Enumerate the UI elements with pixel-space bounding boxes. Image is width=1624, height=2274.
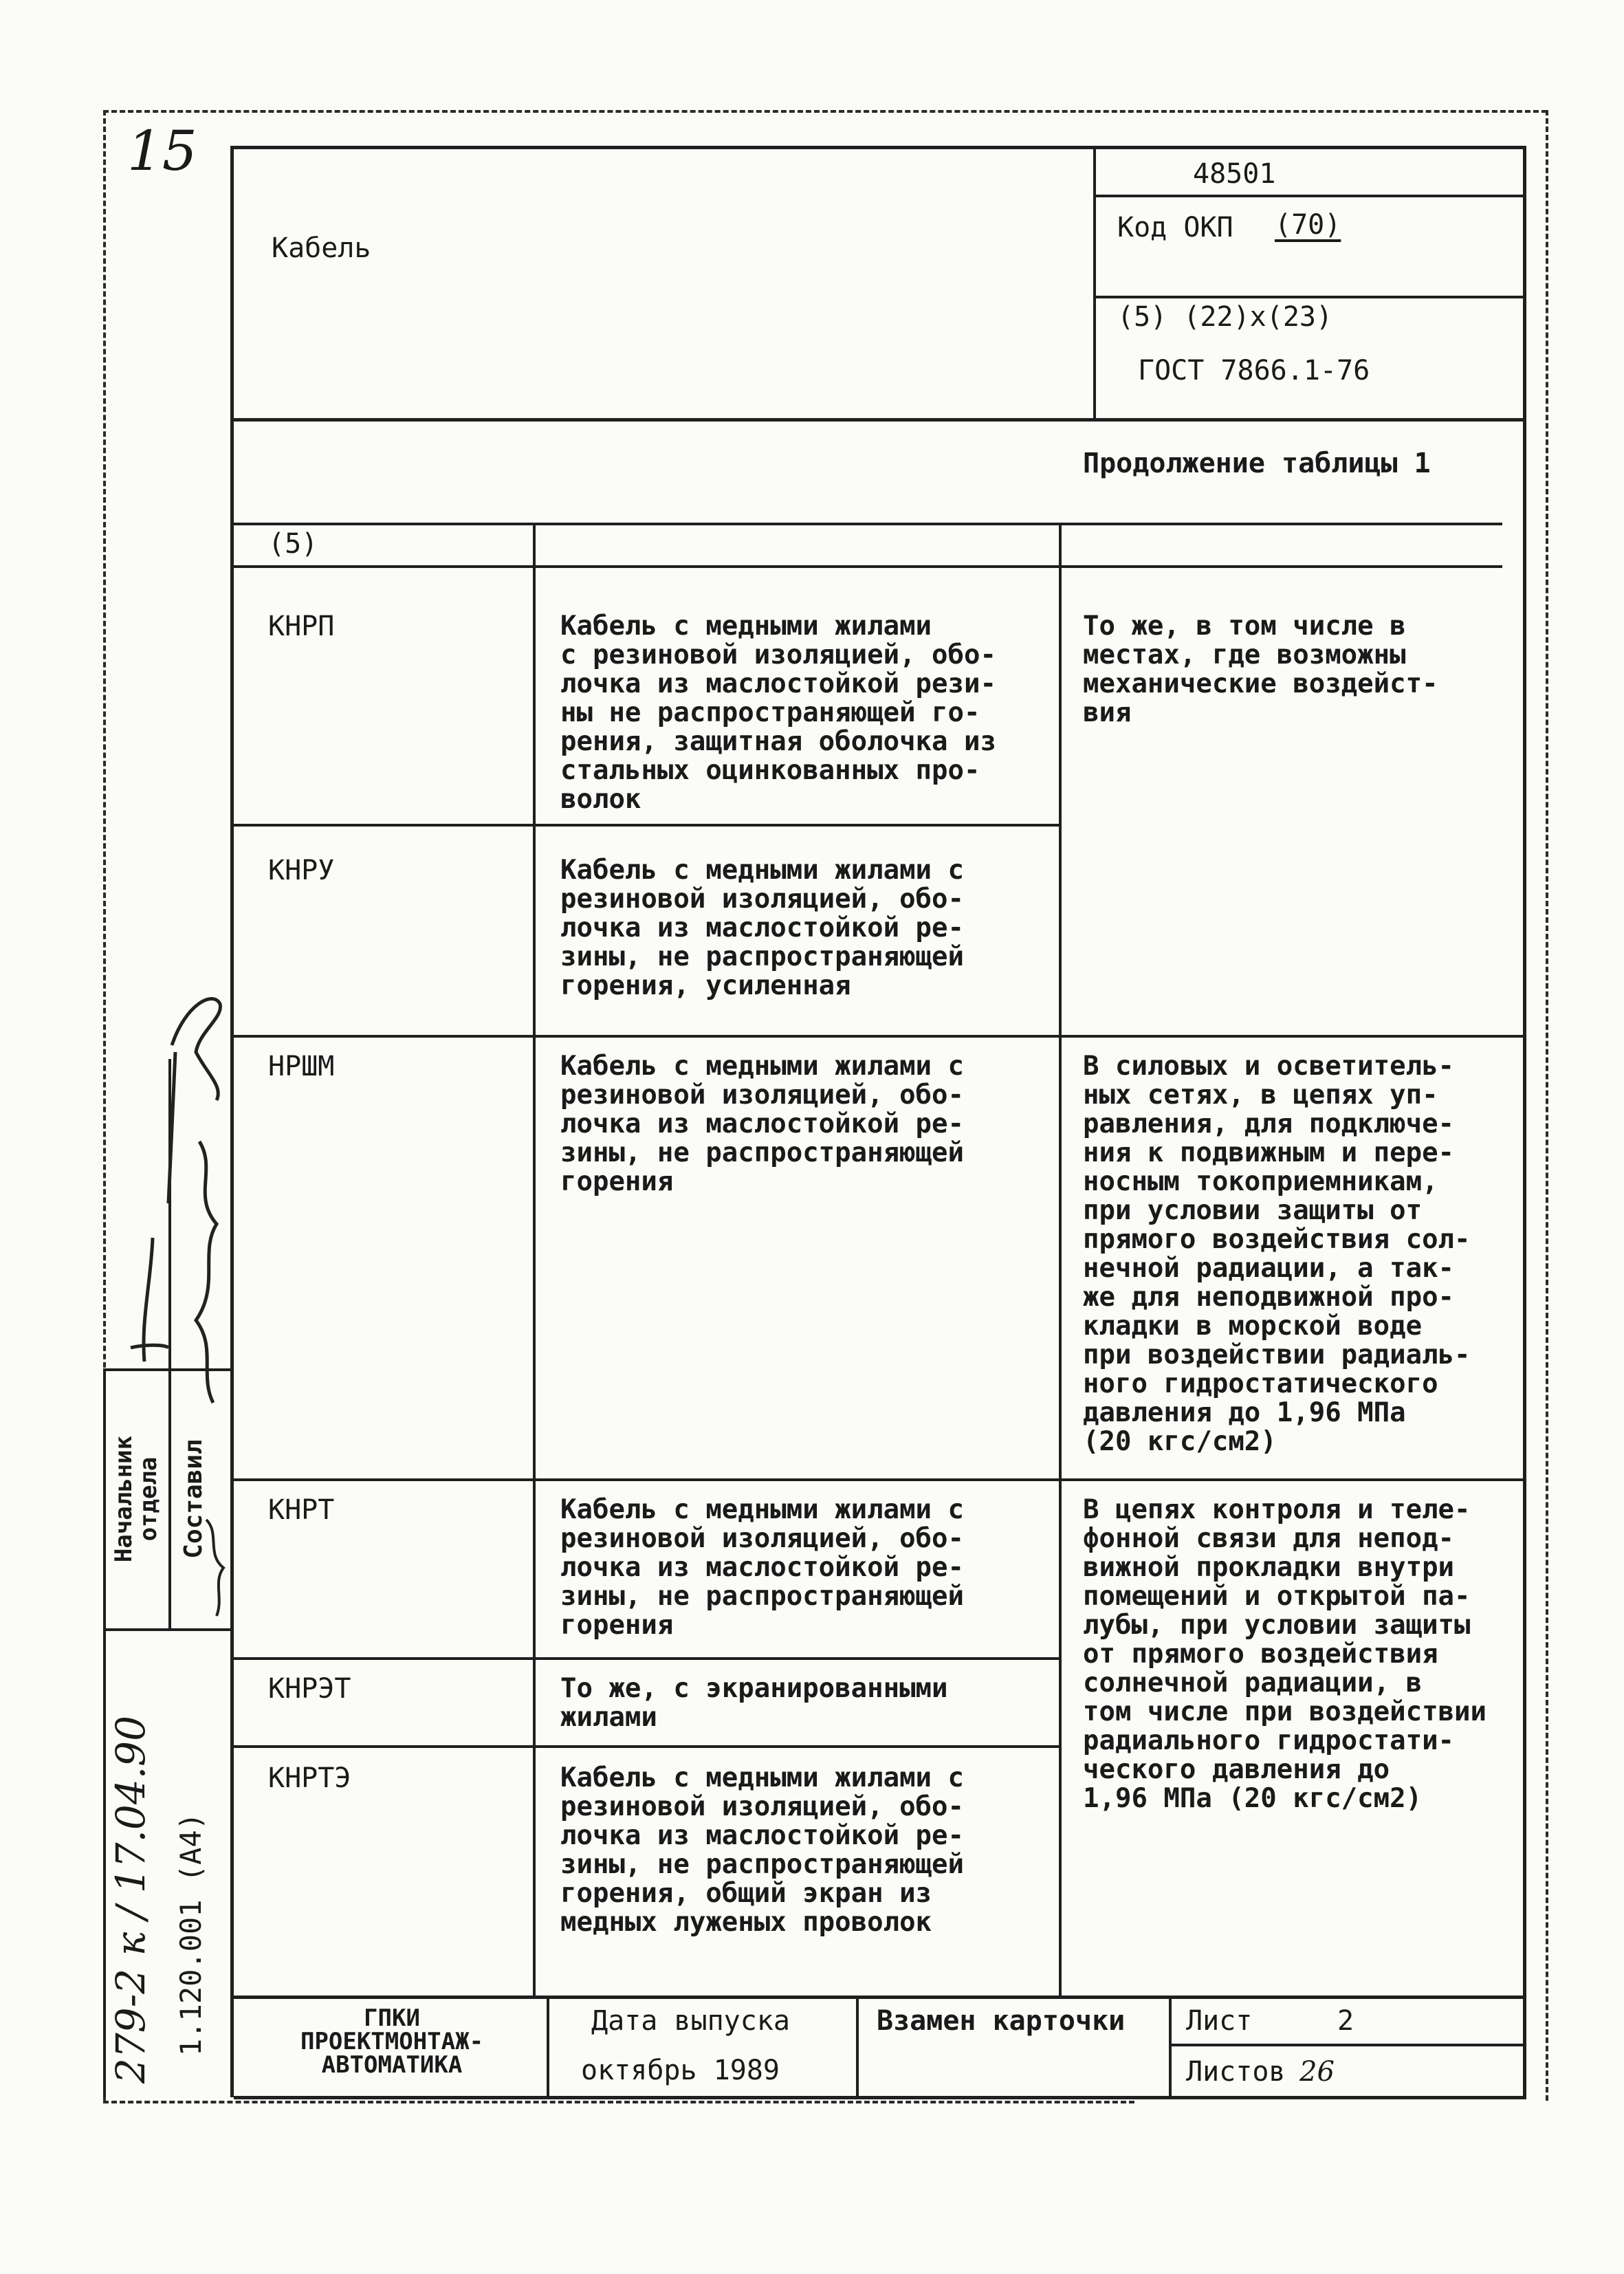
compiled-by-label: Составил <box>179 1439 208 1559</box>
sheets-label: Листов <box>1186 2056 1286 2088</box>
replaces-label: Взамен карточки <box>877 2005 1126 2037</box>
head-of-department-label: Начальник отдела <box>110 1435 162 1563</box>
frame-top <box>230 146 1526 149</box>
page-number: 15 <box>127 119 197 183</box>
row-line-1 <box>234 824 1062 827</box>
desc-knru: Кабель с медными жилами с резиновой изоляцией, обо- лочка из маслостойкой ре- зины, не распространяющей горения, усиленная <box>560 855 964 1001</box>
issue-label: Дата выпуска <box>591 2005 790 2037</box>
desc-knret: То же, с экранированными жилами <box>560 1673 948 1733</box>
page-border-top <box>103 110 1547 113</box>
signature-small <box>206 1520 223 1616</box>
footer-divider-1 <box>547 1996 549 2099</box>
table-top <box>234 523 1502 525</box>
row-line-3 <box>234 1478 1523 1481</box>
signature-head <box>131 1238 168 1362</box>
row-line-5 <box>234 1745 1062 1748</box>
header-line-1 <box>1093 195 1526 197</box>
gost-line-1: (5) (22)x(23) <box>1117 301 1333 333</box>
footer-top <box>234 1996 1523 1999</box>
product-name: Кабель <box>272 232 371 264</box>
handwritten-note: 279-2 к / 17.04.90 <box>107 1716 154 2084</box>
mark-knrte: КНРТЭ <box>268 1762 351 1794</box>
desc-knrte: Кабель с медными жилами с резиновой изоляцией, обо- лочка из маслостойкой ре- зины, не распространяющей горения, общий экран из медных луженых проволок <box>560 1762 964 1938</box>
row-line-2 <box>234 1035 1523 1038</box>
col1-header: (5) <box>268 528 318 560</box>
header-line-2 <box>1093 296 1526 298</box>
sheet-label: Лист <box>1186 2005 1253 2037</box>
organization: ГПКИ ПРОЕКТМОНТАЖ- АВТОМАТИКА <box>300 2004 484 2079</box>
col-divider-2 <box>1059 523 1062 1998</box>
document-code: 1.120.001 (А4) <box>174 1812 208 2056</box>
sheets-count: 26 <box>1299 2056 1335 2088</box>
mark-knrt: КНРТ <box>268 1494 335 1526</box>
footer-divider-2 <box>856 1996 859 2099</box>
page-border-right <box>1546 110 1548 2101</box>
sheet-number: 2 <box>1337 2005 1354 2037</box>
okp-value: (70) <box>1275 209 1341 241</box>
col-divider-1 <box>533 523 536 1998</box>
header-bottom <box>230 418 1526 422</box>
mark-knret: КНРЭТ <box>268 1673 351 1705</box>
application-3: В цепях контроля и теле- фонной связи для непод- вижной прокладки внутри помещений и открытой па- лубы, при условии защиты от прямого воздействия солнечной радиации, в том числе при воздействии радиального гидростати- ческого давления до 1,96 МПа (20 кгс/см2) <box>1083 1494 1486 1814</box>
mark-nrshm: НРШМ <box>268 1051 335 1082</box>
page-border-bottom <box>103 2101 1134 2103</box>
mark-knru: КНРУ <box>268 855 335 886</box>
header-divider <box>1093 148 1096 419</box>
row-line-4 <box>234 1657 1062 1660</box>
footer-bottom <box>234 2096 1526 2099</box>
desc-knrt: Кабель с медными жилами с резиновой изоляцией, обо- лочка из маслостойкой ре- зины, не распространяющей горения <box>560 1494 964 1641</box>
signatures <box>103 963 241 1650</box>
application-2: В силовых и осветитель- ных сетях, в цепях уп- равления, для подключе- ния к подвижным и пере- носным токоприемникам, при условии защиты от прямого воздействия сол- нечной радиации, а так- же для неподвижной про- кладки в морской воде при воздействии радиаль- ного гидростатического давления до 1,96 МПа (20 кгс/см2) <box>1083 1051 1471 1457</box>
product-code: 48501 <box>1193 158 1276 190</box>
desc-nrshm: Кабель с медными жилами с резиновой изоляцией, обо- лочка из маслостойкой ре- зины, не распространяющей горения <box>560 1051 964 1197</box>
footer-sheet-line <box>1169 2044 1526 2046</box>
table-header-bottom <box>234 565 1502 568</box>
application-1: То же, в том числе в местах, где возможны механические воздейст- вия <box>1083 611 1438 728</box>
signature-author <box>196 1141 217 1403</box>
footer-divider-3 <box>1169 1996 1172 2099</box>
continuation-caption: Продолжение таблицы 1 <box>1083 448 1431 479</box>
frame-right <box>1523 148 1526 2097</box>
okp-label: Код ОКП <box>1117 212 1233 243</box>
gost-line-2: ГОСТ 7866.1-76 <box>1138 355 1370 386</box>
signature-mark <box>168 999 220 1204</box>
desc-knrp: Кабель с медными жилами с резиновой изоляцией, обо- лочка из маслостойкой рези- ны не распространяющей го- рения, защитная оболочка из стальных оцинкованных про- волок <box>560 611 996 815</box>
issue-date: октябрь 1989 <box>581 2055 780 2086</box>
mark-knrp: КНРП <box>268 611 335 642</box>
